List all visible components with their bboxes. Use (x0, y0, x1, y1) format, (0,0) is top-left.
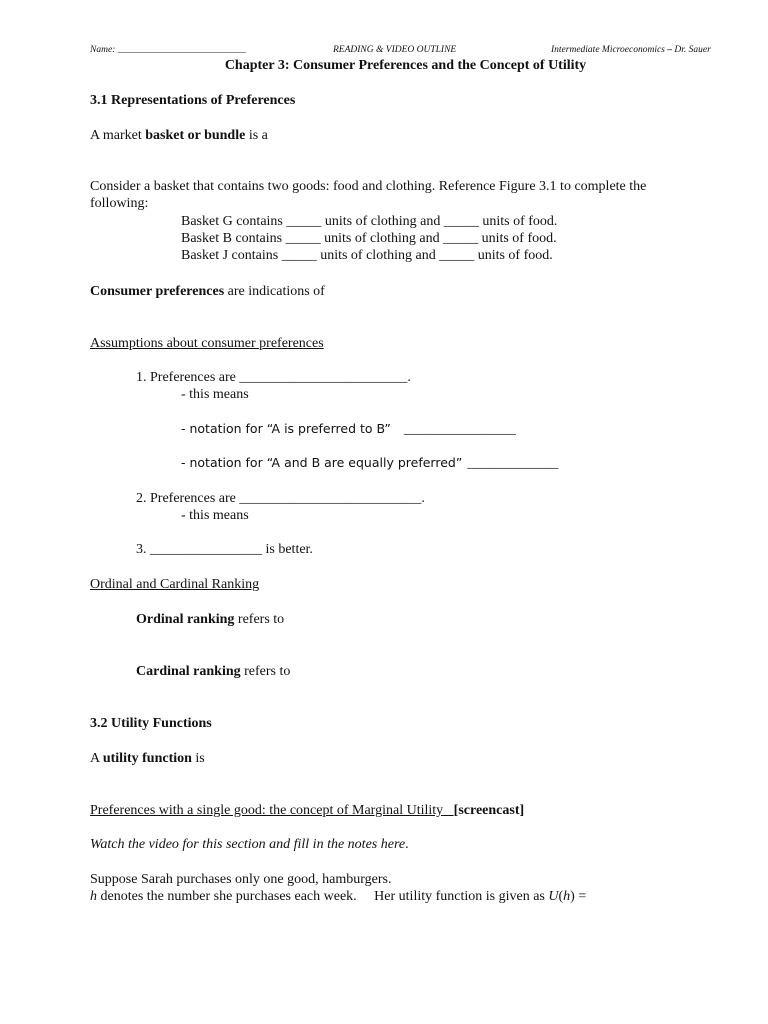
mu-title: Preferences with a single good: the concept of Marginal Utility (90, 803, 444, 818)
assumptions-heading: Assumptions about consumer preferences (90, 336, 324, 351)
sarah-line: Suppose Sarah purchases only one good, hamburgers. (90, 872, 392, 887)
cardinal-ranking-definition (136, 663, 290, 680)
uf-term: utility function (102, 751, 192, 766)
basket-post: is a (245, 128, 268, 143)
name-field-label: Name: ___________________________ (90, 45, 246, 55)
assumption-1: 1. Preferences are ________________________. (136, 370, 411, 385)
notation-preferred-blank: ________________ (403, 422, 516, 437)
assumption-1-means: - this means (181, 387, 249, 402)
u-h: h (563, 889, 571, 904)
watch-period: . (405, 837, 409, 852)
assumption-2-means: - this means (181, 508, 249, 523)
utility-function-definition (90, 750, 205, 767)
notation-indifferent-label: - notation for “A and B are equally preferred” (181, 455, 463, 470)
course-name: Intermediate Microeconomics (551, 45, 665, 55)
course-info (551, 45, 711, 55)
cp-post: are indications of (224, 284, 325, 299)
screencast-tag: [screencast] (453, 803, 525, 818)
marginal-utility-heading (90, 802, 524, 819)
basket-term: basket or bundle (145, 128, 246, 143)
h-variable: h (90, 889, 97, 904)
utility-function-line (90, 888, 586, 905)
notation-preferred (181, 421, 516, 438)
cp-term: Consumer preferences (90, 284, 225, 299)
uf-pre: A (90, 751, 103, 766)
page-title: Chapter 3: Consumer Preferences and the Concept of Utility (224, 58, 587, 73)
notation-preferred-label: - notation for “A is preferred to B” (181, 421, 391, 436)
assumption-3: 3. ________________ is better. (136, 542, 313, 557)
basket-pre: A market (90, 128, 146, 143)
mu-gap (443, 803, 454, 818)
uf-post: is (191, 751, 205, 766)
consider-line-2: following: (90, 196, 149, 211)
ordinal-term: Ordinal ranking (136, 612, 235, 627)
basket-g-line: Basket G contains _____ units of clothing and _____ units of food. (181, 214, 558, 229)
course-separator: – (664, 45, 675, 55)
cardinal-term: Cardinal ranking (136, 664, 241, 679)
basket-j-line: Basket J contains _____ units of clothing and _____ units of food. (181, 248, 553, 263)
section-heading-3-1: 3.1 Representations of Preferences (90, 93, 296, 108)
watch-text: Watch the video for this section and fill in the notes here (90, 837, 406, 852)
basket-definition (90, 127, 268, 144)
basket-b-line: Basket B contains _____ units of clothing and _____ units of food. (181, 231, 557, 246)
watch-video-note (90, 836, 409, 853)
ordinal-post: refers to (234, 612, 285, 627)
outline-type: READING & VIDEO OUTLINE (333, 45, 457, 55)
h-description: denotes the number she purchases each week. Her utility function is given as (97, 889, 549, 904)
section-heading-3-2: 3.2 Utility Functions (90, 716, 212, 731)
cardinal-post: refers to (240, 664, 291, 679)
u-paren-close: ) = (570, 889, 587, 904)
consumer-preferences-definition (90, 283, 325, 300)
ordinal-cardinal-heading: Ordinal and Cardinal Ranking (90, 577, 260, 592)
assumption-2: 2. Preferences are __________________________. (136, 491, 425, 506)
course-author: Dr. Sauer (674, 45, 711, 55)
ordinal-ranking-definition (136, 611, 284, 628)
u-paren-open: ( (558, 889, 564, 904)
u-symbol: U (548, 889, 559, 904)
notation-indifferent-blank: _____________ (467, 456, 559, 471)
notation-indifferent (181, 455, 558, 472)
consider-line-1: Consider a basket that contains two goods: food and clothing. Reference Figure 3.1 to complete the (90, 179, 647, 194)
